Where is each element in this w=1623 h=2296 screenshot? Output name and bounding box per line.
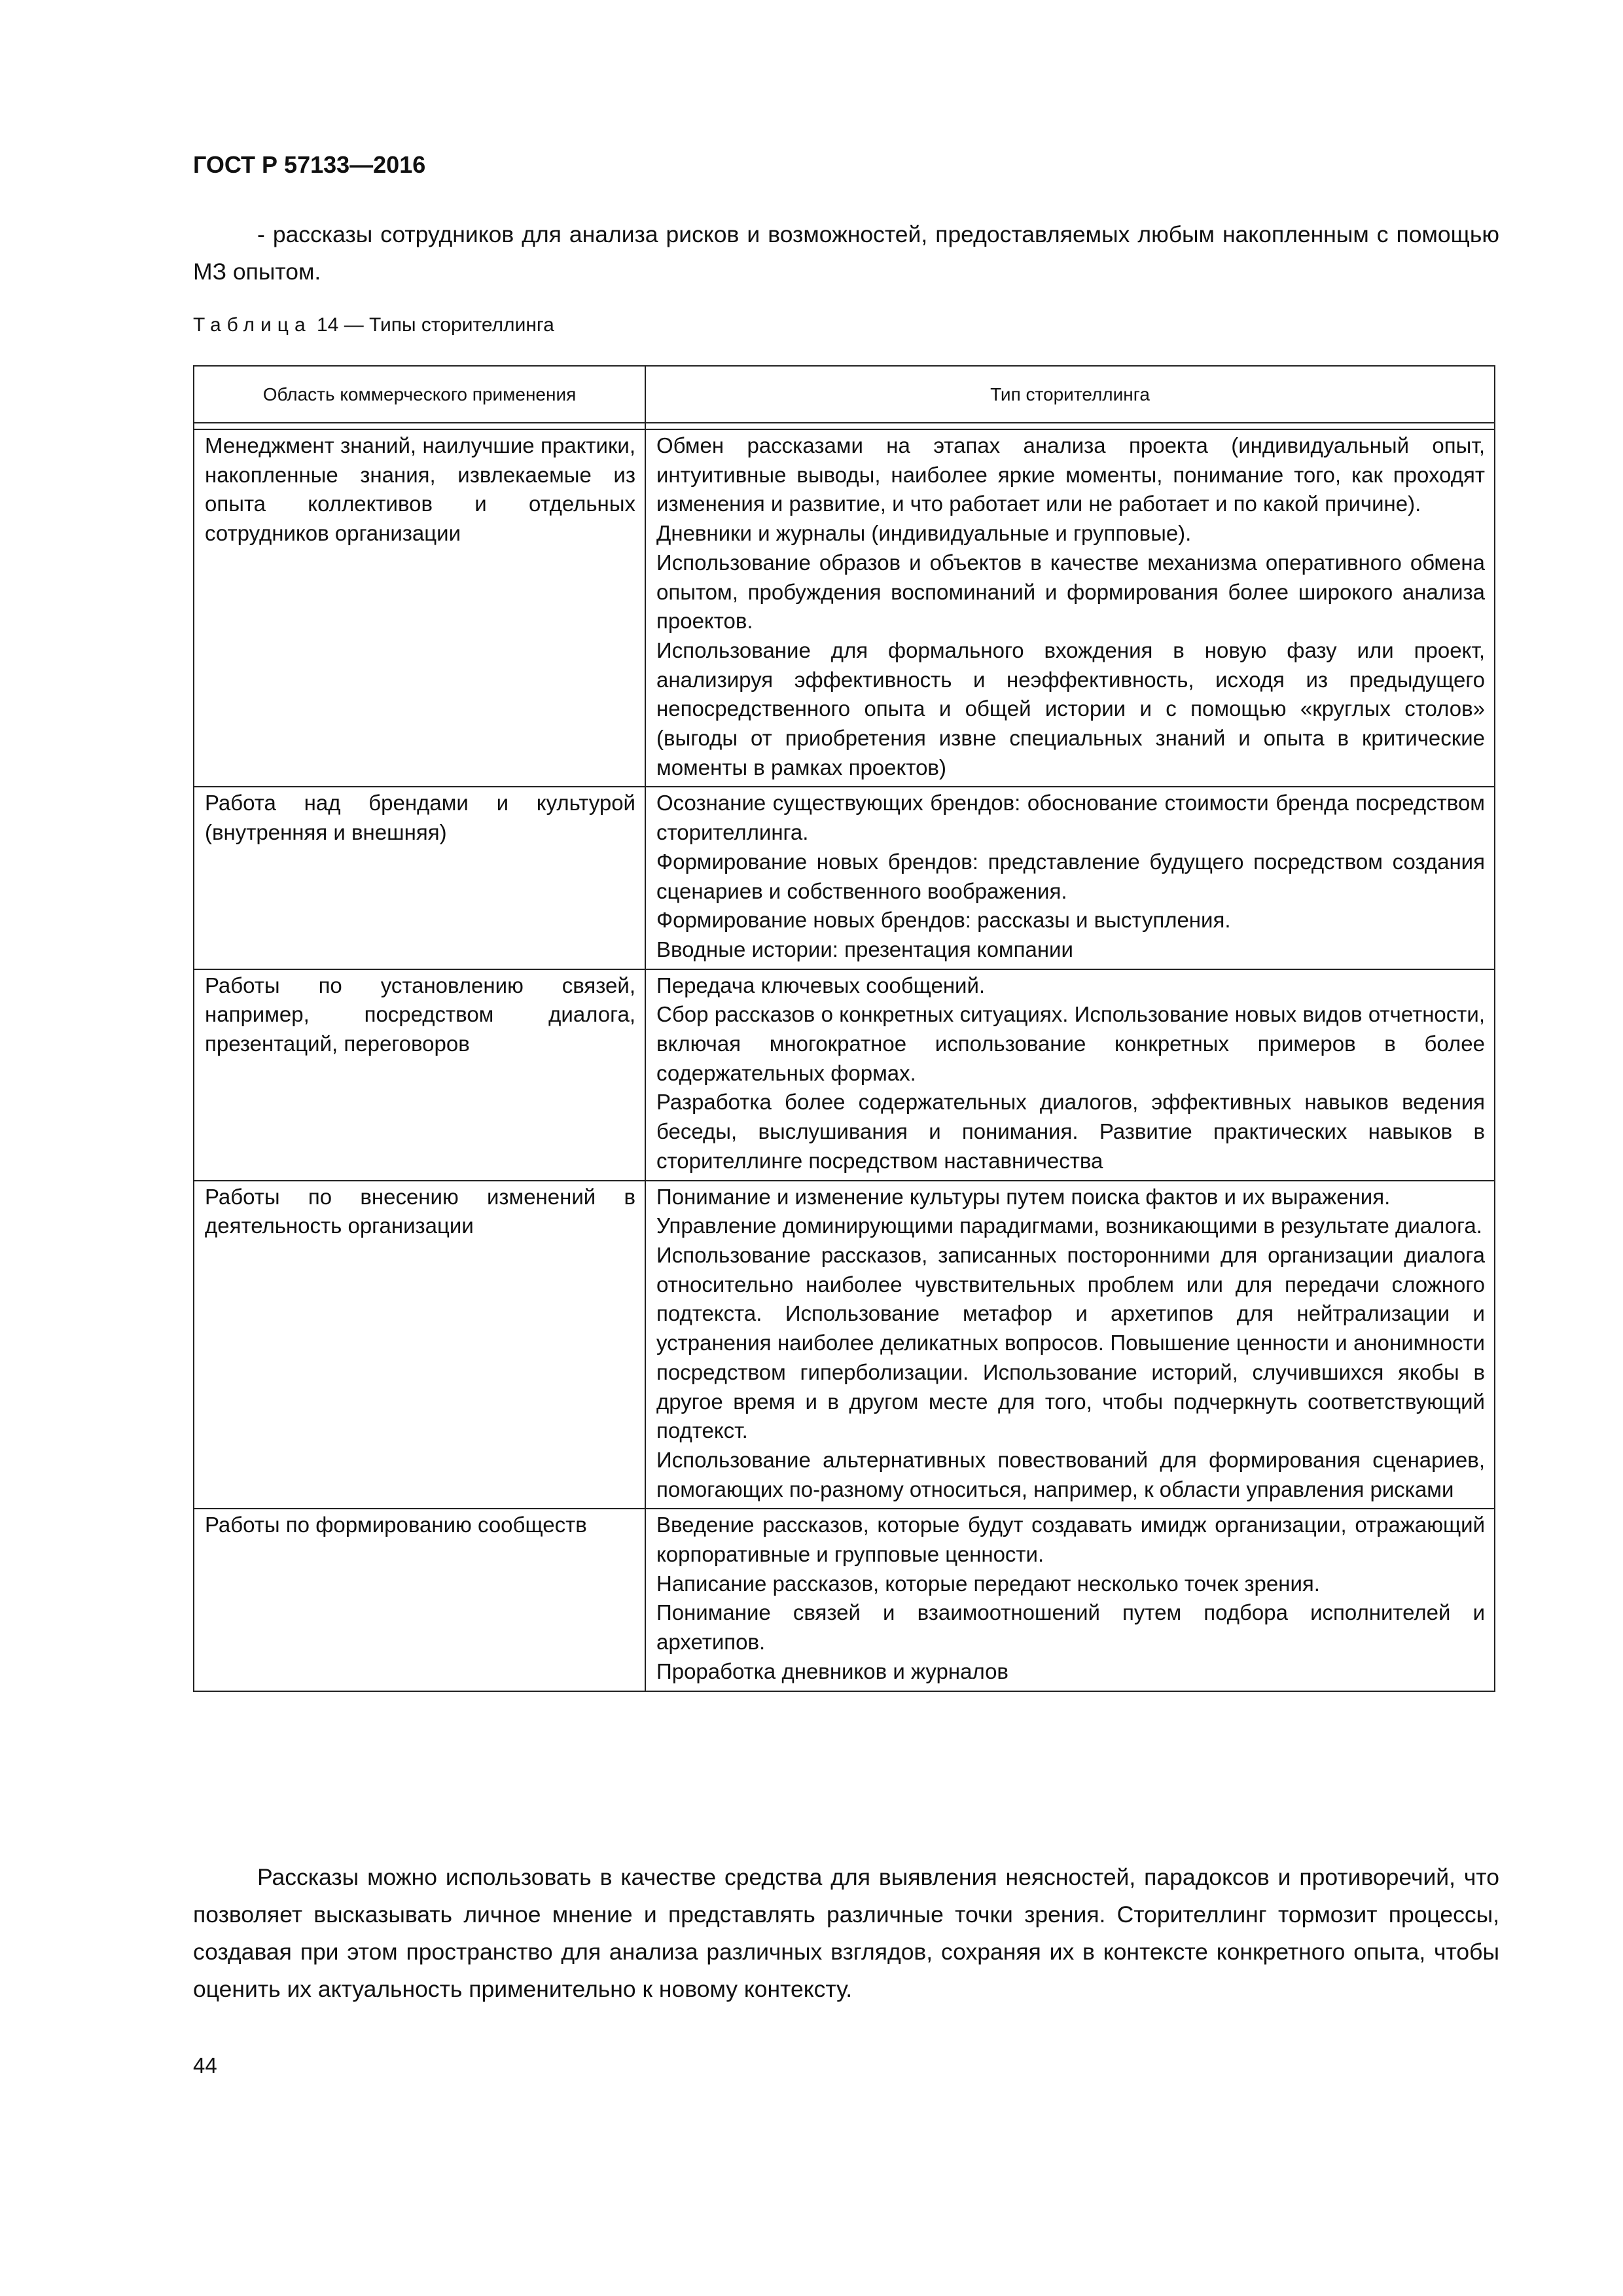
closing-paragraph: Рассказы можно использовать в качестве средства для выявления неясностей, парадоксов и противоречий, что позволяет высказывать личное мнение и представлять различные точки зрения. Сторителлинг тормозит процессы, создавая при этом пространство для анализа различных взглядов, сохраняя их в контексте конкретного опыта, чтобы оценить их актуальность применительно к новому контексту. <box>193 1864 1499 2002</box>
area-cell: Менеджмент знаний, наилучшие практики, накопленные знания, извлекаемые из опыта коллективов и отдельных сотрудников организации <box>194 429 645 787</box>
type-item: Введение рассказов, которые будут создавать имидж организации, отражающий корпоративные и групповые ценности. <box>656 1513 1485 1567</box>
table-caption <box>193 310 554 340</box>
column-header-area: Область коммерческого применения <box>194 366 645 423</box>
types-cell <box>645 787 1495 969</box>
table-row <box>194 969 1495 1181</box>
storytelling-types-table <box>193 365 1495 1692</box>
area-cell: Работы по установлению связей, например, посредством диалога, презентаций, переговоров <box>194 969 645 1181</box>
type-item: Написание рассказов, которые передают несколько точек зрения. <box>656 1571 1320 1596</box>
type-item: Сбор рассказов о конкретных ситуациях. Использование новых видов отчетности, включая многократное использование конкретных примеров в более содержательных формах. <box>656 1002 1485 1085</box>
area-cell: Работы по внесению изменений в деятельность организации <box>194 1181 645 1509</box>
header-separator <box>194 423 1495 429</box>
area-cell: Работы по формированию сообществ <box>194 1509 645 1691</box>
type-item: Использование образов и объектов в качестве механизма оперативного обмена опытом, пробуждения воспоминаний и формирования более широкого анализа проектов. <box>656 550 1485 634</box>
type-item: Передача ключевых сообщений. <box>656 973 986 997</box>
type-item: Использование рассказов, записанных посторонними для организации диалога относительно наиболее чувствительных проблем или для передачи сложного подтекста. Использование метафор и архетипов для нейтрализации и устранения наиболее деликатных вопросов. Повышение ценности и анонимности посредством гиперболизации. Использование историй, случившихся якобы в другое время и в другом месте для того, чтобы подчеркнуть соответствующий подтекст. <box>656 1242 1485 1443</box>
type-item: Понимание связей и взаимоотношений путем подбора исполнителей и архетипов. <box>656 1600 1485 1655</box>
table-row <box>194 1181 1495 1509</box>
table-row <box>194 1509 1495 1691</box>
types-cell <box>645 1509 1495 1691</box>
table-caption-title: 14 — Типы сторителлинга <box>316 314 554 336</box>
type-item: Формирование новых брендов: рассказы и выступления. <box>656 908 1231 933</box>
table-header-row <box>194 366 1495 423</box>
types-cell <box>645 969 1495 1181</box>
type-item: Дневники и журналы (индивидуальные и групповые). <box>656 521 1192 546</box>
page-number: 44 <box>193 2053 217 2077</box>
type-item: Использование альтернативных повествований для формирования сценариев, помогающих по-разному относиться, например, к области управления рисками <box>656 1447 1485 1501</box>
type-item: Проработка дневников и журналов <box>656 1659 1008 1683</box>
type-item: Управление доминирующими парадигмами, возникающими в результате диалога. <box>656 1213 1482 1238</box>
table-caption-label: Таблица <box>193 314 312 336</box>
type-item: Вводные истории: презентация компании <box>656 937 1073 961</box>
type-item: Использование для формального вхождения в новую фазу или проект, анализируя эффективность и неэффективность, исходя из предыдущего непосредственного опыта и общей истории и с помощью «круглых столов» (выгоды от приобретения извне специальных знаний и опыта в критические моменты в рамках проектов) <box>656 637 1485 780</box>
intro-paragraph: - рассказы сотрудников для анализа рисков и возможностей, предоставляемых любым накопленным с помощью МЗ опытом. <box>193 221 1499 285</box>
type-item: Разработка более содержательных диалогов, эффективных навыков ведения беседы, выслушивания и понимания. Развитие практических навыков в сторителлинге посредством наставничества <box>656 1090 1485 1173</box>
area-cell: Работа над брендами и культурой (внутренняя и внешняя) <box>194 787 645 969</box>
document-header: ГОСТ Р 57133—2016 <box>193 151 426 178</box>
type-item: Обмен рассказами на этапах анализа проекта (индивидуальный опыт, интуитивные выводы, наиболее яркие моменты, понимание того, как проходят изменения и развитие, и что работает или не работает и по какой причине). <box>656 433 1485 516</box>
table-row <box>194 787 1495 969</box>
type-item: Формирование новых брендов: представление будущего посредством создания сценариев и собственного воображения. <box>656 849 1485 903</box>
type-item: Осознание существующих брендов: обоснование стоимости бренда посредством сторителлинга. <box>656 791 1485 845</box>
types-cell <box>645 429 1495 787</box>
types-cell <box>645 1181 1495 1509</box>
column-header-type: Тип сторителлинга <box>645 366 1495 423</box>
table-row <box>194 429 1495 787</box>
type-item: Понимание и изменение культуры путем поиска фактов и их выражения. <box>656 1184 1391 1209</box>
